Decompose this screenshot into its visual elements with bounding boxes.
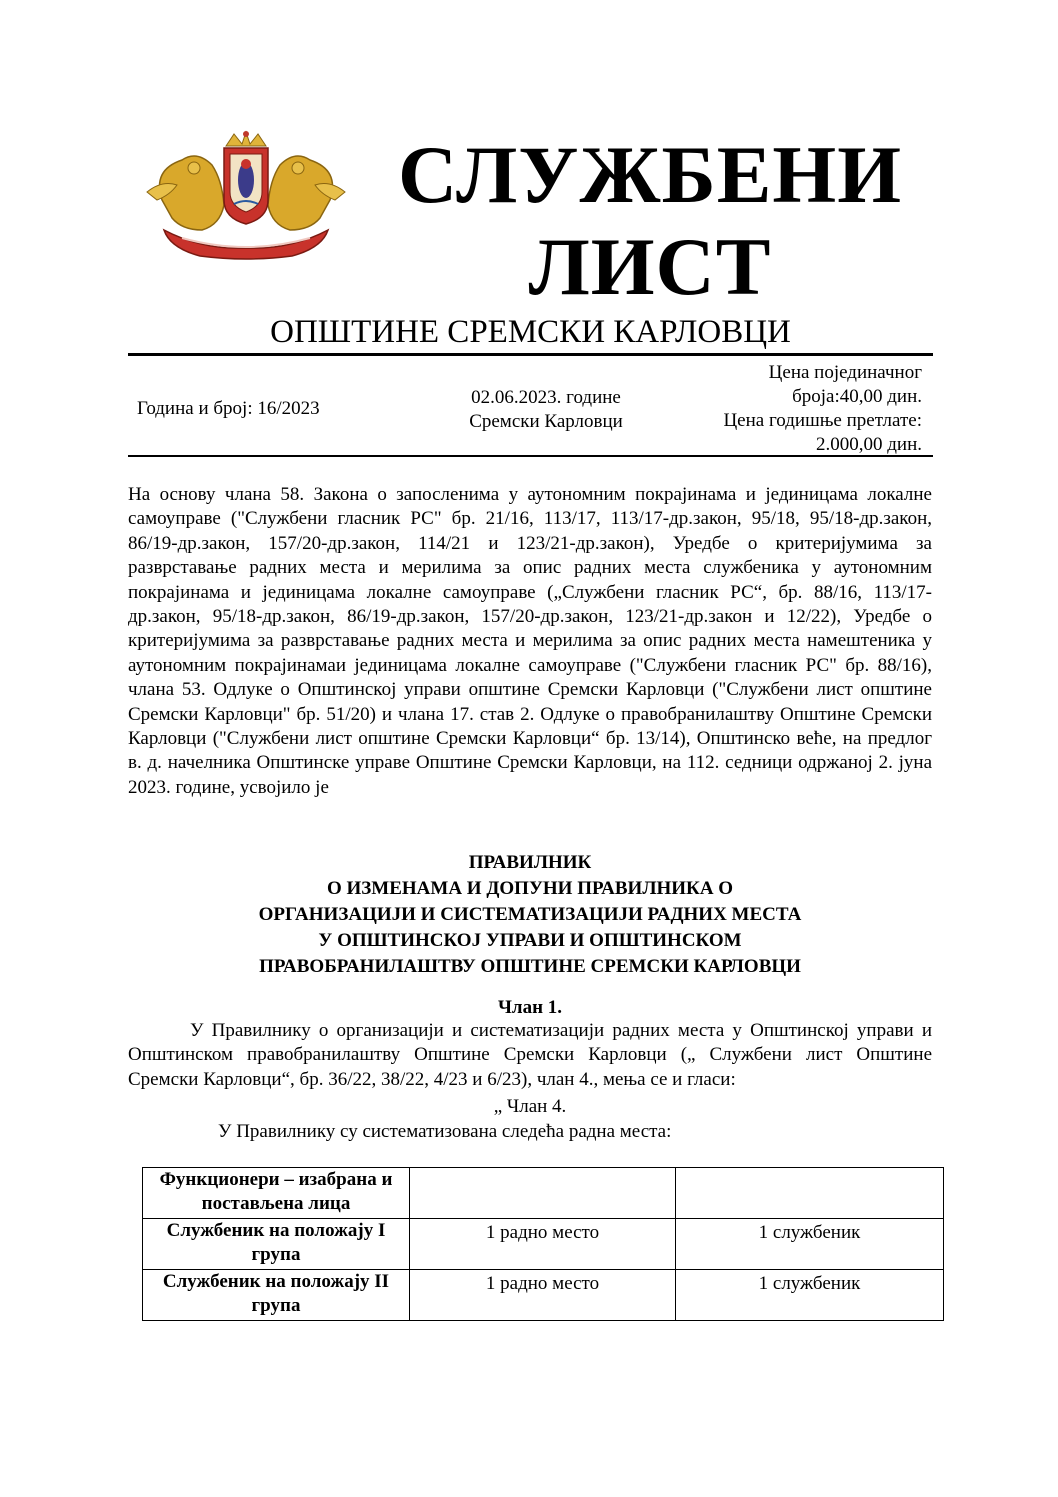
issue-date: 02.06.2023. године	[471, 387, 621, 408]
preamble-paragraph: На основу члана 58. Закона о запосленима у аутономним покрајинама и јединицама локалне самоуправе ("Службени гласник РС" бр. 21/16, 113/17, 113/17-др.закон, 95/18, 95/18-др.закон, 86/19-др.закон, 157/20-др.закон, 114/21 и 123/21-др.закон), Уредбе о критеријумима за разврставање радних места и мерилима за опис радних места службеника у аутономним покрајинама и јединицама локалне самоуправе („Службени гласник РС“, бр. 88/16, 113/17-др.закон, 95/18-др.закон, 86/19-др.закон, 157/20-др.закон, 123/21-др.закон и 12/22), Уредбе о критеријумима за разврставање радних места и мерилима за опис радних места намештеника у аутономним покрајинамаи јединицама локалне самоуправе ("Службени гласник РС" бр. 88/16), члана 53. Одлуке о Општинској управи општине Сремски Карловци ("Службени лист општине Сремски Карловци" бр. 51/20) и члана 17. став 2. Одлуке о правобранилаштву Општине Сремски Карловци ("Службени лист општине Сремски Карловци“ бр. 13/14), Општинско веће, на предлог в. д. начелника Општинске управе Општине Сремски Карловци, на 112. седници одржаној 2. јуна 2023. године, усвојило је	[128, 484, 932, 798]
coat-of-arms-logo	[142, 130, 350, 260]
regulation-title-line: ПРАВОБРАНИЛАШТВУ ОПШТИНЕ СРЕМСКИ КАРЛОВЦИ	[259, 956, 801, 977]
price-single-label: Цена појединачног	[768, 362, 922, 383]
article-text: У Правилнику о организацији и систематизацији радних места у Општинској управи и Општинском правобранилаштву Општине Сремски Карловци („ Службени лист Општине Сремски Карловци“, бр. 36/22, 38/22, 4/23 и 6/23), члан 4., мења се и гласи:	[128, 1020, 932, 1090]
table-cell-staff: 1 службеник	[676, 1219, 944, 1270]
regulation-title-line: У ОПШТИНСКОЈ УПРАВИ И ОПШТИНСКОМ	[318, 930, 742, 951]
header-top-rule	[128, 353, 933, 356]
price-annual-value: 2.000,00 дин.	[815, 434, 922, 455]
article-heading: Члан 1.	[497, 997, 563, 1018]
regulation-title	[128, 850, 932, 980]
table-cell-label: Службеник на положају II група	[143, 1270, 410, 1321]
issue-number: Година и број: 16/2023	[137, 398, 320, 419]
price-info	[650, 361, 922, 457]
regulation-title-line: О ИЗМЕНАМА И ДОПУНИ ПРАВИЛНИКА О	[326, 878, 734, 899]
regulation-title-line: ОРГАНИЗАЦИЈИ И СИСТЕМАТИЗАЦИЈИ РАДНИХ МЕСТА	[258, 904, 802, 925]
table-cell-positions	[410, 1168, 676, 1219]
price-single-value: броја:40,00 дин.	[792, 386, 922, 407]
masthead-subtitle: ОПШТИНЕ СРЕМСКИ КАРЛОВЦИ	[270, 314, 791, 350]
table-row	[143, 1219, 944, 1270]
table-row	[143, 1270, 944, 1321]
article-intro: У Правилнику су систематизована следећа радна места:	[218, 1121, 672, 1142]
regulation-title-line: ПРАВИЛНИК	[468, 852, 592, 873]
issue-date-place	[440, 386, 652, 434]
positions-table	[142, 1167, 944, 1321]
table-cell-staff: 1 службеник	[676, 1270, 944, 1321]
masthead-title-line2: ЛИСТ	[528, 221, 772, 312]
header-bottom-rule	[128, 455, 933, 457]
table-cell-positions: 1 радно место	[410, 1270, 676, 1321]
table-cell-positions: 1 радно место	[410, 1219, 676, 1270]
issue-place: Сремски Карловци	[469, 411, 623, 432]
table-cell-label: Функционери – изабрана и постављена лица	[143, 1168, 410, 1219]
table-cell-staff	[676, 1168, 944, 1219]
price-annual-label: Цена годишње претлате:	[723, 410, 922, 431]
table-cell-label: Службеник на положају I група	[143, 1219, 410, 1270]
masthead-title-line1: СЛУЖБЕНИ	[397, 129, 902, 220]
table-row	[143, 1168, 944, 1219]
article-quote-heading: „ Члан 4.	[493, 1096, 567, 1117]
